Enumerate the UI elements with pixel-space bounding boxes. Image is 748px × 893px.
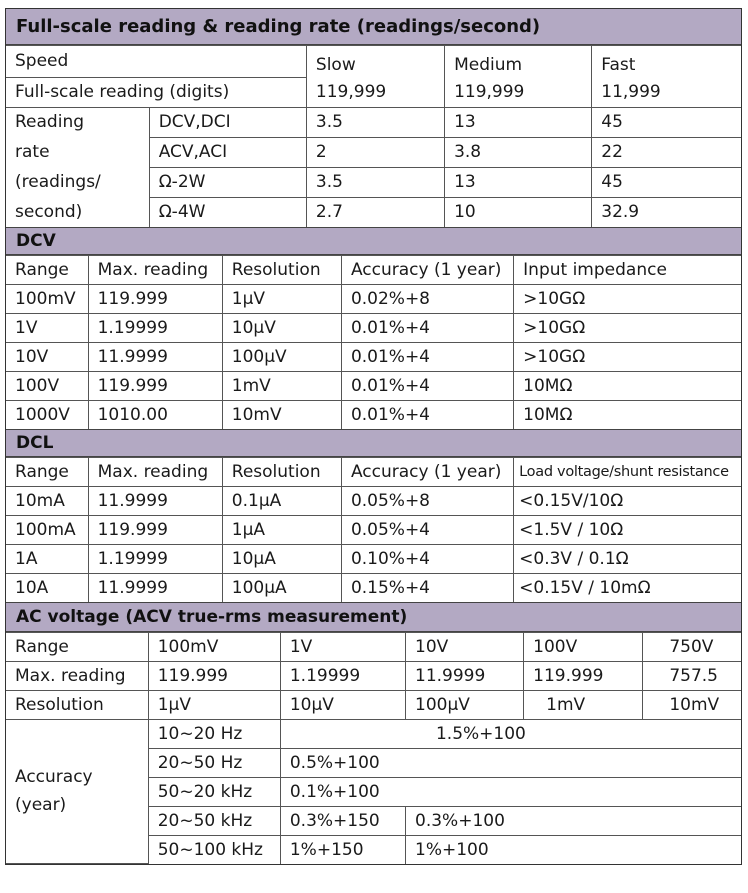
dcv-max-reading: 119.999 <box>88 284 222 313</box>
rate-medium: 13 <box>445 167 592 197</box>
ac-range-value: 100mV <box>148 632 280 661</box>
dcv-impedance: >10GΩ <box>514 342 741 371</box>
full-scale-medium: 119,999 <box>445 77 592 107</box>
dcv-impedance: 10MΩ <box>514 400 741 429</box>
dcv-max-reading: 1.19999 <box>88 313 222 342</box>
speed-section-title: Full-scale reading & reading rate (readings/second) <box>6 9 741 45</box>
ac-resolution-value: 100μV <box>406 690 524 719</box>
ac-range-label: Range <box>6 632 148 661</box>
rate-fast: 45 <box>592 107 741 137</box>
rate-label-line: (readings/ <box>6 167 149 197</box>
dcl-header-resolution: Resolution <box>222 457 341 486</box>
ac-frequency: 50~20 kHz <box>148 777 280 806</box>
table-row <box>6 77 741 107</box>
table-row <box>6 107 741 137</box>
table-row <box>6 690 741 719</box>
ac-resolution-value: 10μV <box>280 690 405 719</box>
ac-accuracy-label <box>6 719 148 864</box>
table-row <box>6 400 741 429</box>
dcv-impedance: 10MΩ <box>514 371 741 400</box>
ac-resolution-value: 1mV <box>524 690 643 719</box>
table-row <box>6 255 741 284</box>
ac-table <box>6 632 741 865</box>
dcl-max-reading: 11.9999 <box>88 573 222 602</box>
ac-accuracy-value: 1.5%+100 <box>280 719 741 748</box>
dcv-header-accuracy: Accuracy (1 year) <box>341 255 513 284</box>
table-row <box>6 719 741 748</box>
dcl-resolution: 1μA <box>222 515 341 544</box>
dcl-resolution: 100μA <box>222 573 341 602</box>
speed-medium-header: Medium <box>445 46 592 78</box>
table-row <box>6 342 741 371</box>
dcl-header-range: Range <box>6 457 88 486</box>
rate-medium: 13 <box>445 107 592 137</box>
full-scale-fast: 11,999 <box>592 77 741 107</box>
dcl-header-load-voltage: Load voltage/shunt resistance <box>514 457 741 486</box>
dcv-accuracy: 0.01%+4 <box>341 342 513 371</box>
dcl-load-voltage: <0.3V / 0.1Ω <box>514 544 741 573</box>
rate-slow: 2 <box>306 137 444 167</box>
ac-accuracy-value: 0.5%+100 <box>280 748 741 777</box>
ac-resolution-value: 10mV <box>643 690 741 719</box>
ac-accuracy-value: 0.3%+150 <box>280 806 405 835</box>
ac-range-value: 750V <box>643 632 741 661</box>
table-row <box>6 197 741 227</box>
ac-max-reading-value: 1.19999 <box>280 661 405 690</box>
dcv-range: 100mV <box>6 284 88 313</box>
rate-fast: 45 <box>592 167 741 197</box>
table-row <box>6 457 741 486</box>
speed-label: Speed <box>6 46 306 78</box>
ac-accuracy-label-line: Accuracy <box>15 767 93 788</box>
dcl-section-title: DCL <box>6 429 741 457</box>
dcv-resolution: 10μV <box>222 313 341 342</box>
table-row <box>6 632 741 661</box>
ac-max-reading-label: Max. reading <box>6 661 148 690</box>
dcl-max-reading: 11.9999 <box>88 486 222 515</box>
dcl-max-reading: 1.19999 <box>88 544 222 573</box>
dcv-header-max-reading: Max. reading <box>88 255 222 284</box>
speed-table <box>6 45 741 227</box>
ac-accuracy-value: 1%+100 <box>406 835 741 864</box>
table-row <box>6 137 741 167</box>
dcl-accuracy: 0.10%+4 <box>341 544 513 573</box>
rate-label-line: second) <box>6 197 149 227</box>
dcl-accuracy: 0.05%+8 <box>341 486 513 515</box>
spec-table-frame <box>5 8 742 865</box>
dcl-resolution: 10μA <box>222 544 341 573</box>
rate-label-line: rate <box>6 137 149 167</box>
ac-accuracy-value: 0.1%+100 <box>280 777 741 806</box>
table-row <box>6 313 741 342</box>
rate-function: Ω-4W <box>149 197 306 227</box>
rate-slow: 3.5 <box>306 167 444 197</box>
table-row <box>6 167 741 197</box>
ac-frequency: 10~20 Hz <box>148 719 280 748</box>
ac-max-reading-value: 119.999 <box>524 661 643 690</box>
ac-accuracy-value: 1%+150 <box>280 835 405 864</box>
dcl-resolution: 0.1μA <box>222 486 341 515</box>
ac-frequency: 20~50 kHz <box>148 806 280 835</box>
ac-frequency: 20~50 Hz <box>148 748 280 777</box>
table-row <box>6 515 741 544</box>
table-row <box>6 573 741 602</box>
table-row <box>6 661 741 690</box>
dcv-accuracy: 0.01%+4 <box>341 371 513 400</box>
dcv-max-reading: 119.999 <box>88 371 222 400</box>
rate-medium: 3.8 <box>445 137 592 167</box>
ac-resolution-value: 1μV <box>148 690 280 719</box>
table-row <box>6 46 741 78</box>
dcl-load-voltage: <1.5V / 10Ω <box>514 515 741 544</box>
dcv-accuracy: 0.02%+8 <box>341 284 513 313</box>
ac-range-value: 1V <box>280 632 405 661</box>
rate-slow: 3.5 <box>306 107 444 137</box>
dcl-accuracy: 0.05%+4 <box>341 515 513 544</box>
rate-function: Ω-2W <box>149 167 306 197</box>
table-row <box>6 371 741 400</box>
table-row <box>6 284 741 313</box>
table-row <box>6 486 741 515</box>
rate-function: DCV,DCI <box>149 107 306 137</box>
dcv-header-range: Range <box>6 255 88 284</box>
dcv-max-reading: 11.9999 <box>88 342 222 371</box>
dcl-load-voltage: <0.15V / 10mΩ <box>514 573 741 602</box>
dcv-header-input-impedance: Input impedance <box>514 255 741 284</box>
dcv-resolution: 100μV <box>222 342 341 371</box>
table-row <box>6 544 741 573</box>
rate-slow: 2.7 <box>306 197 444 227</box>
dcv-resolution: 10mV <box>222 400 341 429</box>
ac-max-reading-value: 757.5 <box>643 661 741 690</box>
full-scale-label: Full-scale reading (digits) <box>6 77 306 107</box>
dcv-max-reading: 1010.00 <box>88 400 222 429</box>
dcl-accuracy: 0.15%+4 <box>341 573 513 602</box>
speed-slow-header: Slow <box>306 46 444 78</box>
dcl-table <box>6 457 741 602</box>
dcl-load-voltage: <0.15V/10Ω <box>514 486 741 515</box>
dcv-resolution: 1μV <box>222 284 341 313</box>
dcl-header-accuracy: Accuracy (1 year) <box>341 457 513 486</box>
ac-range-value: 10V <box>406 632 524 661</box>
dcl-range: 1A <box>6 544 88 573</box>
dcv-range: 10V <box>6 342 88 371</box>
speed-fast-header: Fast <box>592 46 741 78</box>
dcl-range: 10mA <box>6 486 88 515</box>
dcv-section-title: DCV <box>6 227 741 255</box>
dcl-range: 100mA <box>6 515 88 544</box>
dcl-range: 10A <box>6 573 88 602</box>
dcv-accuracy: 0.01%+4 <box>341 400 513 429</box>
rate-label-line: Reading <box>6 107 149 137</box>
ac-max-reading-value: 119.999 <box>148 661 280 690</box>
rate-fast: 22 <box>592 137 741 167</box>
rate-function: ACV,ACI <box>149 137 306 167</box>
rate-medium: 10 <box>445 197 592 227</box>
dcv-range: 1000V <box>6 400 88 429</box>
ac-accuracy-label-line: (year) <box>15 795 67 816</box>
dcv-range: 100V <box>6 371 88 400</box>
ac-max-reading-value: 11.9999 <box>406 661 524 690</box>
dcv-range: 1V <box>6 313 88 342</box>
ac-range-value: 100V <box>524 632 643 661</box>
rate-fast: 32.9 <box>592 197 741 227</box>
ac-resolution-label: Resolution <box>6 690 148 719</box>
full-scale-slow: 119,999 <box>306 77 444 107</box>
ac-accuracy-value: 0.3%+100 <box>406 806 741 835</box>
dcl-max-reading: 119.999 <box>88 515 222 544</box>
dcv-impedance: >10GΩ <box>514 313 741 342</box>
dcv-header-resolution: Resolution <box>222 255 341 284</box>
dcv-impedance: >10GΩ <box>514 284 741 313</box>
ac-section-title: AC voltage (ACV true-rms measurement) <box>6 602 741 632</box>
ac-frequency: 50~100 kHz <box>148 835 280 864</box>
dcl-header-max-reading: Max. reading <box>88 457 222 486</box>
dcv-resolution: 1mV <box>222 371 341 400</box>
dcv-table <box>6 255 741 429</box>
dcv-accuracy: 0.01%+4 <box>341 313 513 342</box>
